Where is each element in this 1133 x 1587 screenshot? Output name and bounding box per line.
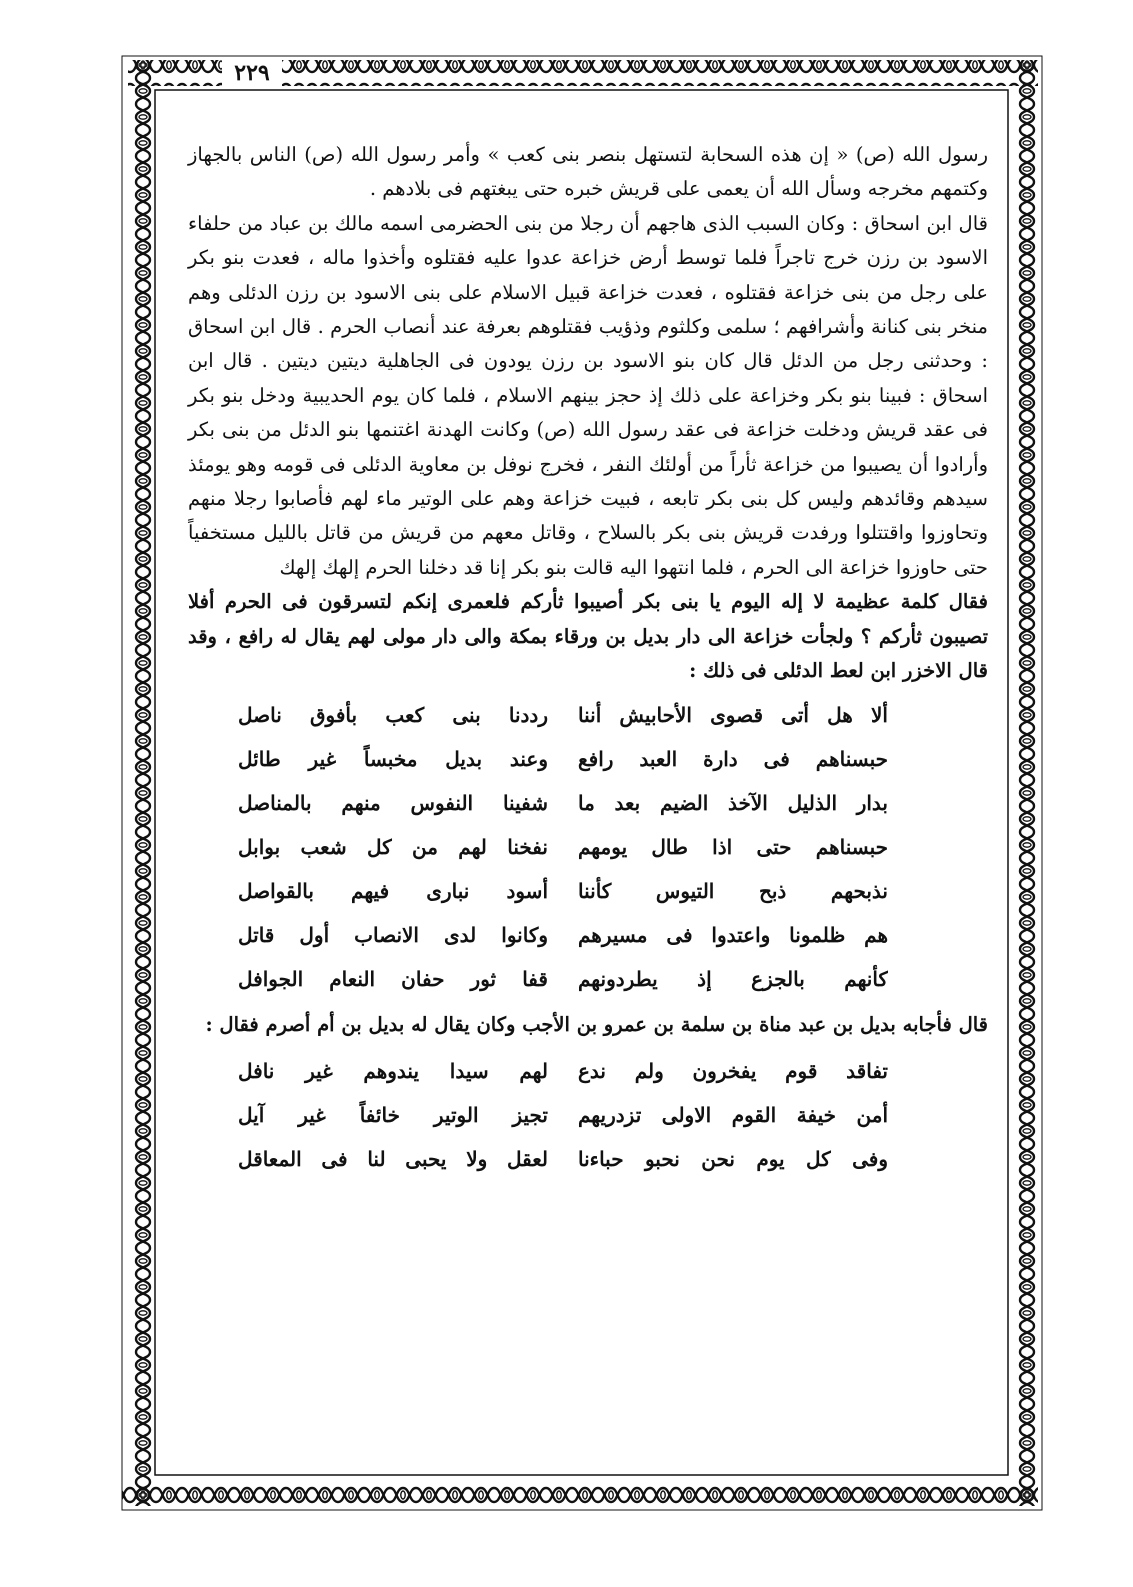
verse-line [188,693,888,737]
verse-line [188,781,888,825]
verse-second-hemistich: أسود نبارى فيهم بالقواصل [238,878,548,903]
verse-line [188,737,888,781]
verse-second-hemistich: قفا ثور حفان النعام الجوافل [238,966,548,991]
paragraph: رسول الله (ص) « إن هذه السحابة لتستهل بنصر بنى كعب » وأمر رسول الله (ص) الناس بالجهاز وكتمهم مخرجه وسأل الله أن يعمى على قريش خبره حتى يبغتهم فى بلادهم . [188,143,988,201]
poem-2 [188,1049,988,1181]
verse-line [188,957,888,1001]
verse-line [188,913,888,957]
poem-1 [188,693,988,1001]
verse-first-hemistich: ألا هل أتى قصوى الأحابيش أننا [578,702,888,727]
verse-first-hemistich: وفى كل يوم نحن نحبو حباءنا [578,1146,888,1171]
verse-first-hemistich: كأنهم بالجزع إذ يطردونهم [578,966,888,991]
verse-line [188,1093,888,1137]
paragraph-bold: فقال كلمة عظيمة لا إله اليوم يا بنى بكر أصيبوا ثأركم فلعمرى إنكم لتسرقون فى الحرم أفلا تصيبون ثأركم ؟ ولجأت خزاعة الى دار بديل بن ورقاء بمكة والى دار مولى لهم يقال له رافع ، وقد قال الاخزر ابن لعط الدئلى فى ذلك : [188,590,988,683]
verse-second-hemistich: لعقل ولا يحبى لنا فى المعاقل [238,1146,548,1171]
verse-second-hemistich: رددنا بنى كعب بأفوق ناصل [238,702,548,727]
verse-line [188,1137,888,1181]
verse-first-hemistich: حبسناهم حتى اذا طال يومهم [578,834,888,859]
verse-line [188,869,888,913]
verse-second-hemistich: لهم سيدا يندوهم غير نافل [238,1058,548,1083]
verse-first-hemistich: تفاقد قوم يفخرون ولم ندع [578,1058,888,1083]
verse-first-hemistich: نذبحهم ذبح التيوس كأننا [578,878,888,903]
verse-first-hemistich: حبسناهم فى دارة العبد رافع [578,746,888,771]
verse-second-hemistich: وكانوا لدى الانصاب أول قاتل [238,922,548,947]
verse-second-hemistich: نفخنا لهم من كل شعب بوابل [238,834,548,859]
verse-first-hemistich: بدار الذليل الآخذ الضيم بعد ما [578,790,888,815]
verse-first-hemistich: هم ظلمونا واعتدوا فى مسيرهم [578,922,888,947]
verse-second-hemistich: تجيز الوتير خائفاً غير آيل [238,1102,548,1127]
verse-line [188,825,888,869]
verse-first-hemistich: أمن خيفة القوم الاولى تزدريهم [578,1102,888,1127]
page-number: ٢٢٩ [222,58,282,88]
poem-2-intro: قال فأجابه بديل بن عبد مناة بن سلمة بن عمرو بن الأجب وكان يقال له بديل بن أم أصرم فقال : [205,1012,988,1036]
verse-second-hemistich: شفينا النفوس منهم بالمناصل [238,790,548,815]
paragraph: قال ابن اسحاق : وكان السبب الذى هاجهم أن رجلا من بنى الحضرمى اسمه مالك بن عباد من حلفاء الاسود بن رزن خرج تاجراً فلما توسط أرض خزاعة عدوا عليه فقتلوه وأخذوا ماله ، فعدت بنو بكر على رجل من بنى خزاعة فقتلوه ، فعدت خزاعة قبيل الاسلام على بنى الاسود بن رزن الدئلى وهم منخر بنى كنانة وأشرافهم ؛ سلمى وكلثوم وذؤيب فقتلوهم بعرفة عند أنصاب الحرم . قال ابن اسحاق : وحدثنى رجل من الدئل قال كان بنو الاسود بن رزن يودون فى الجاهلية ديتين ديتين . قال ابن اسحاق : فبينا بنو بكر وخزاعة على ذلك إذ حجز بينهم الاسلام ، فلما كان يوم الحديبية ودخل بنو بكر فى عقد قريش ودخلت خزاعة فى عقد رسول الله (ص) وكانت الهدنة اغتنمها بنو الدئل من بنى بكر وأرادوا أن يصيبوا من خزاعة ثأراً من أولئك النفر ، فخرج نوفل بن معاوية الدئلى فى قومه وهو يومئذ سيدهم وقائدهم وليس كل بنى بكر تابعه ، فبيت خزاعة وهم على الوتير ماء لهم فأصابوا رجلا منهم وتحاوزوا واقتتلوا ورفدت قريش بنى بكر بالسلاح ، وقاتل معهم من قريش من قاتل بالليل مستخفياً حتى حاوزوا خزاعة الى الحرم ، فلما انتهوا اليه قالت بنو بكر إنا قد دخلنا الحرم إلهك إلهك [188,211,989,579]
main-text [188,138,988,1185]
verse-line [188,1049,888,1093]
verse-second-hemistich: وعند بديل مخبساً غير طائل [238,746,548,771]
